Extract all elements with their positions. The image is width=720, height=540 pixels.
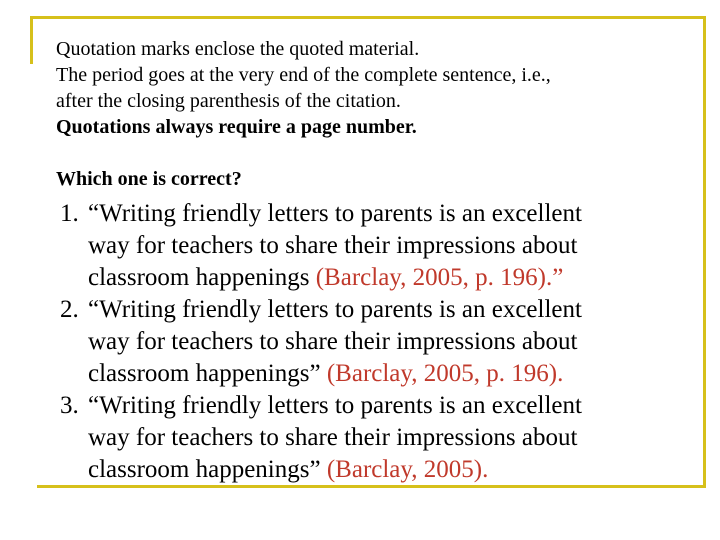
option-line: “Writing friendly letters to parents is an excellent — [88, 200, 582, 227]
option-line: way for teachers to share their impressions about — [88, 328, 578, 355]
option-line-with-citation — [88, 262, 700, 294]
option-text: classroom happenings” — [88, 456, 327, 483]
answer-options-list — [60, 198, 700, 486]
citation-text: (Barclay, 2005, p. 196). — [326, 360, 564, 387]
intro-line-page-number-rule: Quotations always require a page number. — [56, 116, 417, 138]
answer-option-1 — [60, 198, 700, 294]
citation-text: (Barclay, 2005). — [326, 456, 489, 483]
answer-option-3 — [60, 390, 700, 486]
question-heading: Which one is correct? — [56, 168, 242, 190]
option-line-with-citation — [88, 454, 700, 486]
option-text: classroom happenings — [88, 264, 316, 291]
frame-right-border — [703, 16, 706, 488]
intro-text — [56, 36, 696, 140]
option-text: classroom happenings” — [88, 360, 327, 387]
intro-line-period-rule: The period goes at the very end of the complete sentence, i.e., — [56, 64, 551, 86]
option-number: 1. — [60, 200, 79, 227]
option-line: way for teachers to share their impressions about — [88, 424, 578, 451]
citation-text: (Barclay, 2005, p. 196).” — [315, 264, 564, 291]
option-number: 3. — [60, 392, 79, 419]
option-line: way for teachers to share their impressions about — [88, 232, 578, 259]
frame-left-border — [30, 16, 33, 64]
intro-line-period-rule-continued: after the closing parenthesis of the citation. — [56, 90, 401, 112]
intro-line-quotation-marks: Quotation marks enclose the quoted material. — [56, 38, 420, 60]
option-number: 2. — [60, 296, 79, 323]
option-line: “Writing friendly letters to parents is an excellent — [88, 392, 582, 419]
answer-option-2 — [60, 294, 700, 390]
frame-top-border — [30, 16, 706, 19]
option-line-with-citation — [88, 358, 700, 390]
option-line: “Writing friendly letters to parents is an excellent — [88, 296, 582, 323]
